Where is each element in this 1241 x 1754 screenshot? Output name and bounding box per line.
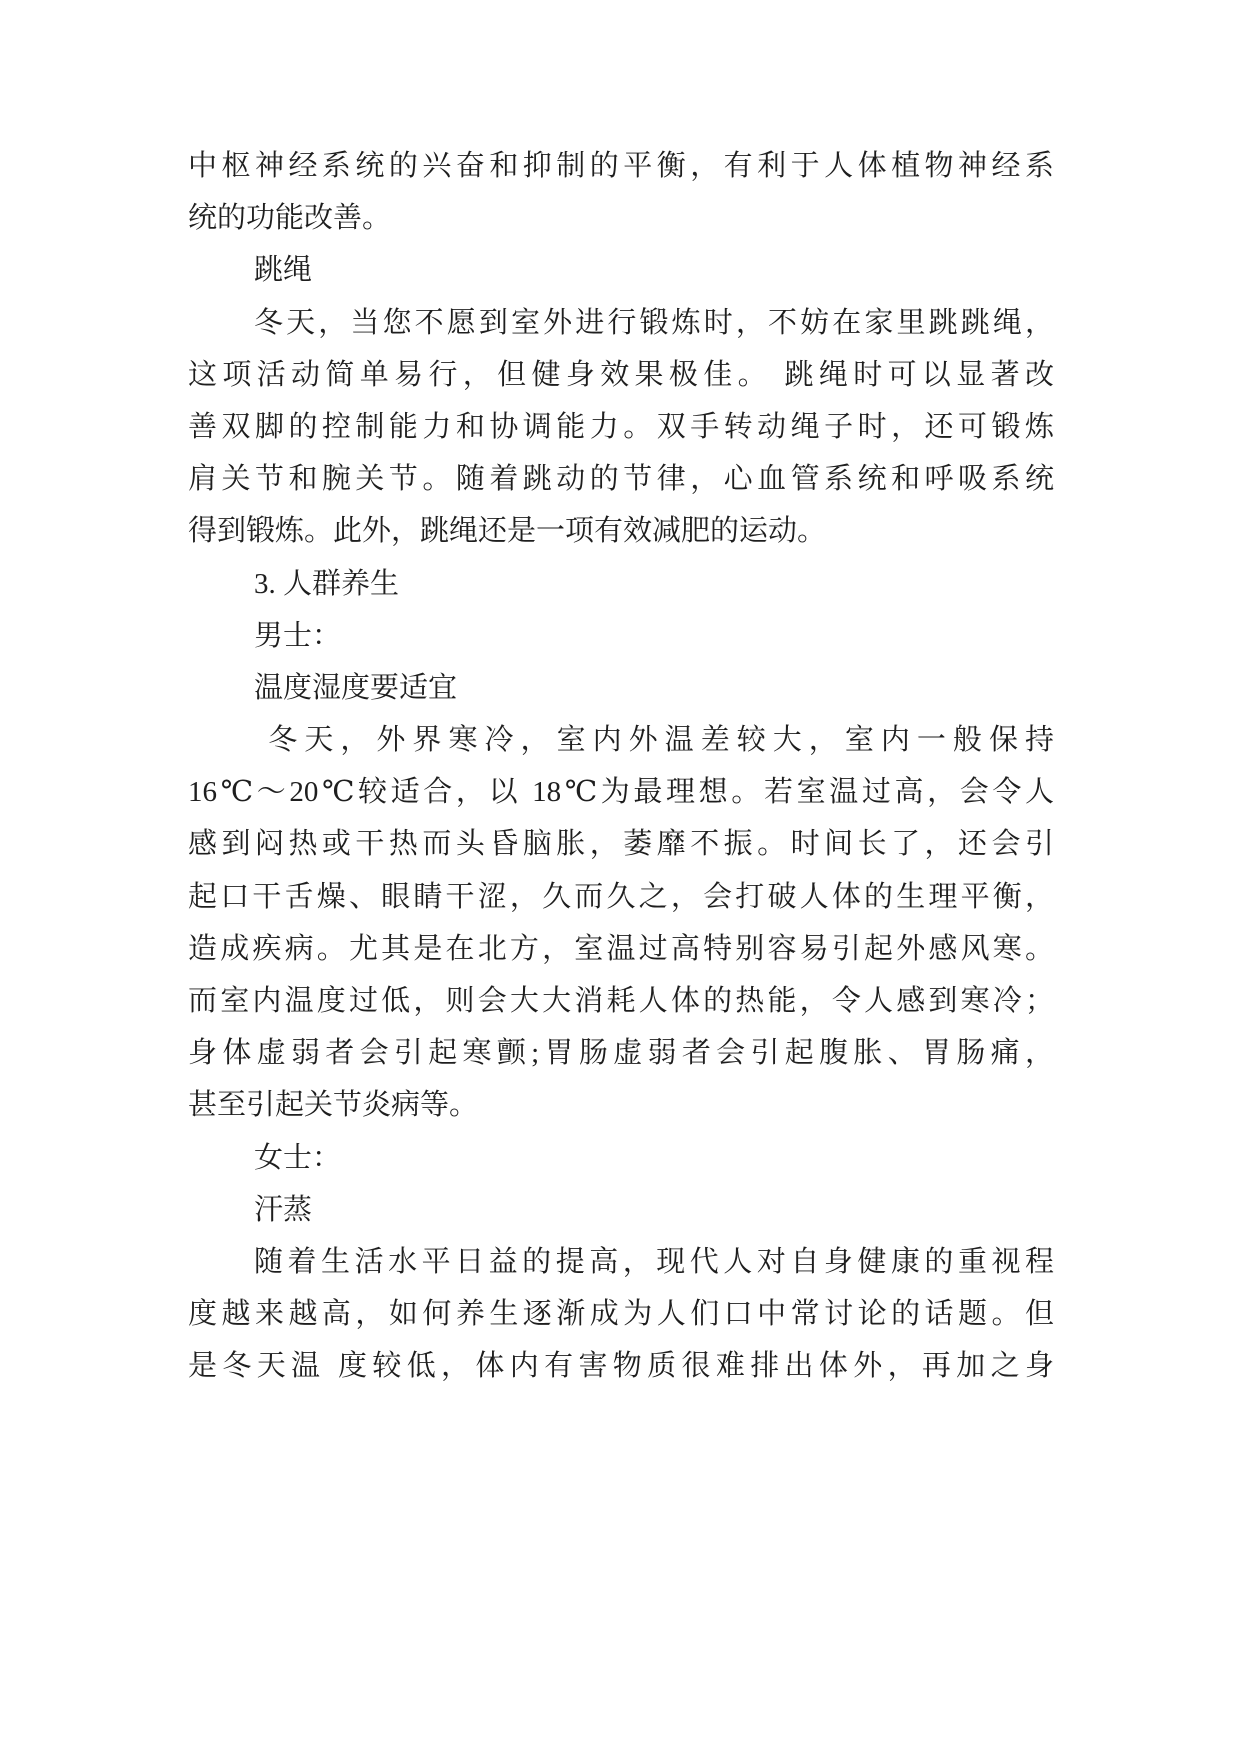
- section-heading: 3. 人群养生: [254, 567, 400, 600]
- paragraph-line: 冬天，外界寒冷，室内外温差较大，室内一般保持: [254, 724, 1054, 757]
- paragraph-line: 随着生活水平日益的提高，现代人对自身健康的重视程: [254, 1245, 1054, 1278]
- paragraph: [188, 714, 1054, 1132]
- paragraph-line: 统的功能改善。: [188, 202, 392, 235]
- paragraph-line: 度越来越高，如何养生逐渐成为人们口中常讨论的话题。但: [188, 1298, 1054, 1331]
- paragraph: [188, 297, 1054, 558]
- paragraph-line: 善双脚的控制能力和协调能力。双手转动绳子时，还可锻炼: [188, 410, 1054, 443]
- paragraph-line: 这项活动简单易行，但健身效果极佳。 跳绳时可以显著改: [188, 358, 1054, 391]
- paragraph-line: 造成疾病。尤其是在北方，室温过高特别容易引起外感风寒。: [188, 932, 1054, 965]
- paragraph: [188, 140, 1054, 244]
- paragraph-line: 而室内温度过低，则会大大消耗人体的热能，令人感到寒冷；: [188, 985, 1054, 1017]
- paragraph-line: 起口干舌燥、眼睛干涩，久而久之，会打破人体的生理平衡，: [188, 880, 1054, 913]
- women-topic-heading: 汗蒸: [254, 1193, 313, 1226]
- paragraph: [188, 1236, 1054, 1393]
- paragraph-line: 身体虚弱者会引起寒颤;胃肠虚弱者会引起腹胀、胃肠痛，: [188, 1037, 1054, 1070]
- paragraph-line: 感到闷热或干热而头昏脑胀，萎靡不振。时间长了，还会引: [188, 828, 1054, 861]
- paragraph-line: 肩关节和腕关节。随着跳动的节律，心血管系统和呼吸系统: [188, 463, 1054, 496]
- women-heading: 女士：: [254, 1141, 342, 1174]
- paragraph-line: 冬天，当您不愿到室外进行锻炼时，不妨在家里跳跳绳，: [254, 306, 1054, 339]
- paragraph-line: 甚至引起关节炎病等。: [188, 1089, 479, 1122]
- paragraph-line: 得到锻炼。此外，跳绳还是一项有效减肥的运动。: [188, 515, 827, 548]
- document-body: [188, 140, 1054, 1393]
- heading-skipping-rope: 跳绳: [254, 254, 313, 287]
- paragraph-line: 中枢神经系统的兴奋和抑制的平衡，有利于人体植物神经系: [188, 150, 1054, 182]
- men-topic-heading: 温度湿度要适宜: [254, 671, 458, 704]
- paragraph-line: 16℃～20℃较适合，以 18℃为最理想。若室温过高，会令人: [188, 776, 1054, 809]
- paragraph-line: 是冬天温 度较低，体内有害物质很难排出体外，再加之身: [188, 1350, 1054, 1383]
- men-heading: 男士：: [254, 619, 342, 652]
